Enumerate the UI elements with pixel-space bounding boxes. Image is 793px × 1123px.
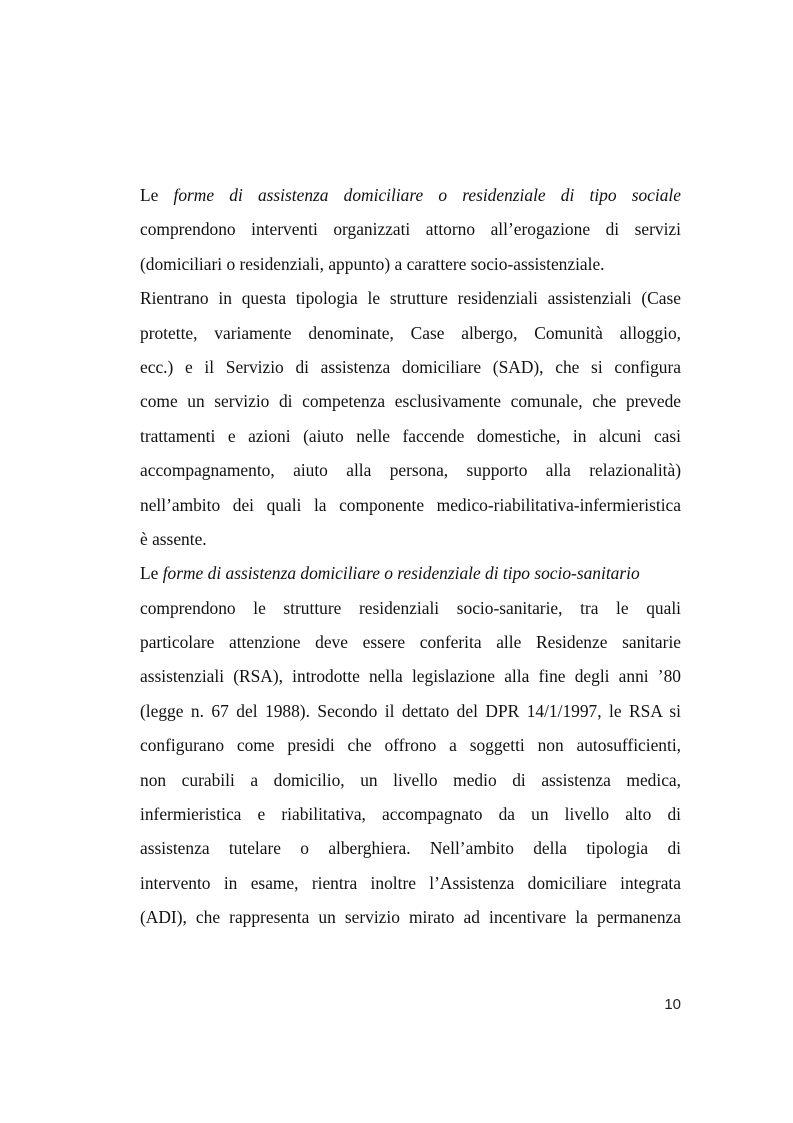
body-text [140,178,681,935]
page-number: 10 [664,996,681,1013]
text-line: particolare attenzione deve essere conferita alle Residenze sanitarie [140,632,681,653]
paragraph-residential-structures [140,281,681,556]
text-line: configurano come presidi che offrono a soggetti non autosufficienti, [140,735,681,756]
italic-term: forme di assistenza domiciliare o residenziale di tipo socio-sanitario [162,563,640,584]
text-line: infermieristica e riabilitativa, accompagnato da un livello alto di [140,804,681,825]
text-line: nell’ambito dei quali la componente medico-riabilitativa-infermieristica [140,494,681,515]
text-line: come un servizio di competenza esclusivamente comunale, che prevede [140,391,681,412]
text-line: non curabili a domicilio, un livello medio di assistenza medica, [140,769,681,790]
text-line: comprendono le strutture residenziali socio-sanitarie, tra le quali [140,597,681,618]
text-line: trattamenti e azioni (aiuto nelle faccende domestiche, in alcuni casi [140,425,681,446]
text-line: è assente. [140,528,207,549]
text-line: intervento in esame, rientra inoltre l’Assistenza domiciliare integrata [140,872,681,893]
text-line: assistenziali (RSA), introdotte nella legislazione alla fine degli anni ’80 [140,666,681,687]
text-line: comprendono interventi organizzati attorno all’erogazione di servizi [140,219,681,240]
text-line: Rientrano in questa tipologia le strutture residenziali assistenziali (Case [140,288,681,309]
text-line: assistenza tutelare o alberghiera. Nell’ambito della tipologia di [140,838,681,859]
text-line: (domiciliari o residenziali, appunto) a carattere socio-assistenziale. [140,253,605,274]
paragraph-socio-sanitary [140,556,681,934]
paragraph-social-care [140,178,681,281]
text-line: Le forme di assistenza domiciliare o residenziale di tipo sociale [140,185,681,205]
text-line: Le forme di assistenza domiciliare o residenziale di tipo socio-sanitario [140,563,640,584]
text-line: protette, variamente denominate, Case albergo, Comunità alloggio, [140,322,681,343]
text-line: accompagnamento, aiuto alla persona, supporto alla relazionalità) [140,460,681,481]
text-line: ecc.) e il Servizio di assistenza domiciliare (SAD), che si configura [140,356,681,377]
text-line: (ADI), che rappresenta un servizio mirato ad incentivare la permanenza [140,907,681,928]
italic-term: forme di assistenza domiciliare o residenziale di tipo sociale [173,185,681,205]
text-line: (legge n. 67 del 1988). Secondo il dettato del DPR 14/1/1997, le RSA si [140,700,681,721]
